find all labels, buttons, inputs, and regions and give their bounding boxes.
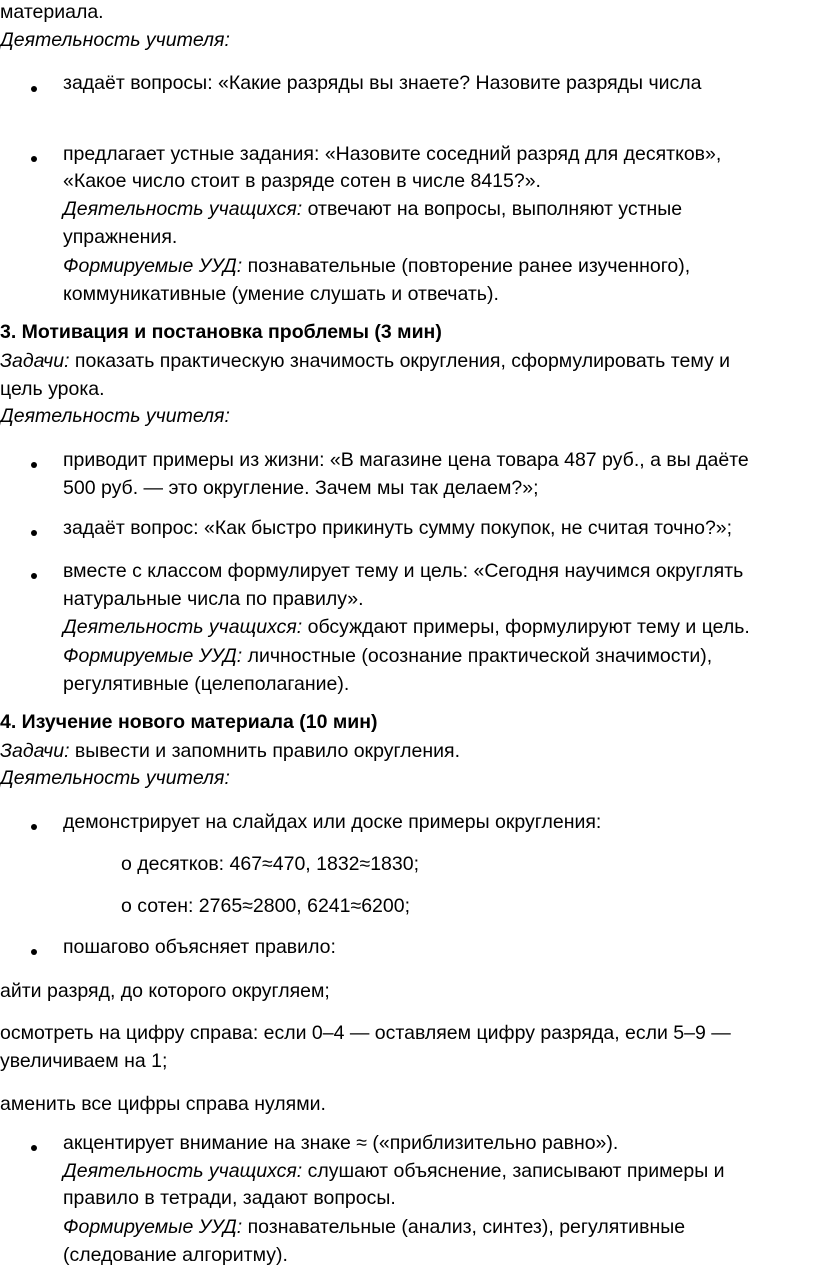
- tasks: [0, 739, 460, 763]
- list-item: пошагово объясняет правило:: [63, 936, 336, 958]
- tasks-cont: цель урока.: [0, 378, 105, 400]
- bullet-icon: [31, 86, 37, 92]
- bullet-icon: [31, 462, 37, 468]
- list-item-cont: 500 руб. — это округление. Зачем мы так делаем?»;: [63, 477, 539, 499]
- list-item: задаёт вопросы: «Какие разряды вы знаете? Назовите разряды числа: [63, 72, 702, 94]
- teacher-activity-label: Деятельность учителя:: [0, 29, 230, 51]
- bullet-icon: [31, 573, 37, 579]
- list-item: вместе с классом формулирует тему и цель: «Сегодня научимся округлять: [63, 560, 744, 582]
- students-activity-cont: правило в тетради, задают вопросы.: [63, 1187, 396, 1209]
- uud: [63, 1215, 685, 1239]
- tasks: [0, 349, 730, 373]
- uud-cont: регулятивные (целеполагание).: [63, 673, 350, 695]
- list-item: демонстрирует на слайдах или доске примеры округления:: [63, 811, 602, 833]
- example-line: о десятков: 467≈470, 1832≈1830;: [121, 853, 420, 875]
- tasks-label: Задачи:: [0, 740, 70, 762]
- example-line: о сотен: 2765≈2800, 6241≈6200;: [121, 895, 410, 917]
- uud-cont: (следование алгоритму).: [63, 1244, 288, 1266]
- students-activity-text: слушают объяснение, записывают примеры и: [307, 1160, 725, 1182]
- section-heading: 3. Мотивация и постановка проблемы (3 мин): [0, 321, 442, 343]
- rule-step: айти разряд, до которого округляем;: [0, 980, 330, 1002]
- teacher-activity-label: Деятельность учителя:: [0, 405, 230, 427]
- teacher-activity-label: Деятельность учителя:: [0, 767, 230, 789]
- students-activity: [63, 615, 750, 639]
- students-activity-label: Деятельность учащихся:: [63, 198, 303, 220]
- students-activity: [63, 197, 682, 221]
- bullet-icon: [31, 530, 37, 536]
- students-activity-label: Деятельность учащихся:: [63, 1160, 303, 1182]
- uud: [63, 254, 690, 278]
- bullet-icon: [31, 949, 37, 955]
- uud-text: личностные (осознание практической значимости),: [247, 645, 713, 667]
- uud-label: Формируемые УУД:: [63, 1216, 243, 1238]
- bullet-icon: [31, 156, 37, 162]
- uud-text: познавательные (повторение ранее изученного),: [247, 255, 691, 277]
- uud-cont: коммуникативные (умение слушать и отвечать).: [63, 283, 499, 305]
- tasks-text: показать практическую значимость округления, сформулировать тему и: [74, 350, 730, 372]
- list-item: задаёт вопрос: «Как быстро прикинуть сумму покупок, не считая точно?»;: [63, 517, 733, 539]
- rule-step: аменить все цифры справа нулями.: [0, 1093, 326, 1115]
- list-item: приводит примеры из жизни: «В магазине цена товара 487 руб., а вы даёте: [63, 449, 749, 471]
- section-heading: 4. Изучение нового материала (10 мин): [0, 711, 378, 733]
- rule-step-cont: увеличиваем на 1;: [0, 1050, 168, 1072]
- bullet-icon: [31, 824, 37, 830]
- students-activity: [63, 1159, 725, 1183]
- uud-label: Формируемые УУД:: [63, 645, 243, 667]
- students-activity-text: обсуждают примеры, формулируют тему и цель.: [307, 616, 750, 638]
- uud: [63, 644, 712, 668]
- tasks-label: Задачи:: [0, 350, 70, 372]
- tasks-text: вывести и запомнить правило округления.: [74, 740, 461, 762]
- list-item: предлагает устные задания: «Назовите соседний разряд для десятков»,: [63, 143, 722, 165]
- text-line: материала.: [0, 1, 104, 23]
- students-activity-text: отвечают на вопросы, выполняют устные: [307, 198, 683, 220]
- uud-text: познавательные (анализ, синтез), регулятивные: [247, 1216, 686, 1238]
- bullet-icon: [31, 1145, 37, 1151]
- uud-label: Формируемые УУД:: [63, 255, 243, 277]
- list-item-cont: натуральные числа по правилу».: [63, 588, 364, 610]
- students-activity-cont: упражнения.: [63, 226, 178, 248]
- rule-step: осмотреть на цифру справа: если 0–4 — оставляем цифру разряда, если 5–9 —: [0, 1022, 731, 1044]
- list-item: акцентирует внимание на знаке ≈ («приблизительно равно»).: [63, 1132, 619, 1154]
- students-activity-label: Деятельность учащихся:: [63, 616, 303, 638]
- list-item-cont: «Какое число стоит в разряде сотен в числе 8415?».: [63, 170, 541, 192]
